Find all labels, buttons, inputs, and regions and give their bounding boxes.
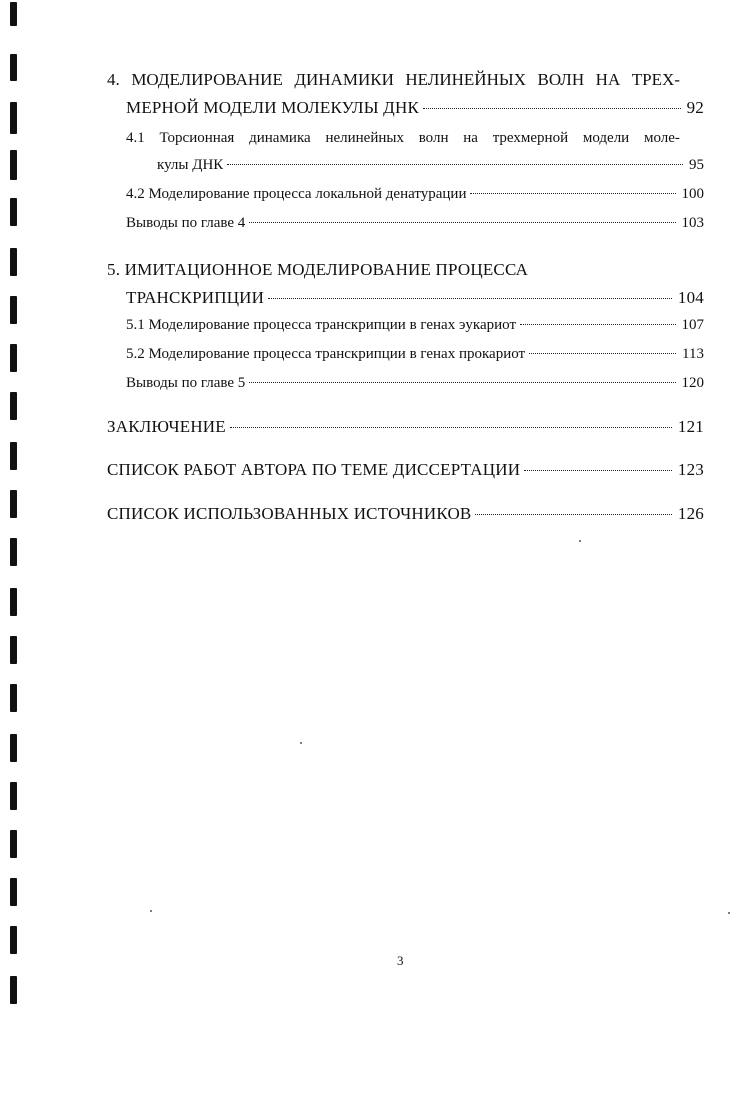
toc-entry-section-5-2: 5.2 Моделирование процесса транскрипции в генах прокариот 113 [126, 346, 704, 362]
dot-leader [524, 470, 672, 471]
page-number: 3 [397, 953, 404, 968]
dot-leader [423, 108, 681, 109]
toc-page-number: 123 [677, 460, 704, 479]
toc-entry-section-5-1: 5.1 Моделирование процесса транскрипции в генах эукариот 107 [126, 317, 704, 333]
toc-page-number: 100 [681, 186, 704, 202]
toc-entry-section-4-2: 4.2 Моделирование процесса локальной денатурации 100 [126, 186, 704, 202]
dot-leader [230, 427, 672, 428]
toc-page-number: 104 [677, 288, 704, 307]
toc-entry-conclusions-4: Выводы по главе 4 103 [126, 215, 704, 231]
dot-leader [268, 298, 672, 299]
toc-chapter-number: 4. [107, 70, 120, 89]
toc-page-number: 92 [686, 98, 704, 117]
dot-leader [520, 324, 675, 325]
toc-entry-author-works: СПИСОК РАБОТ АВТОРА ПО ТЕМЕ ДИССЕРТАЦИИ 123 [107, 460, 704, 479]
toc-chapter-5-title: 5. ИМИТАЦИОННОЕ МОДЕЛИРОВАНИЕ ПРОЦЕССА [107, 260, 529, 279]
scan-speck [300, 742, 302, 744]
scan-speck [579, 540, 581, 542]
toc-page-number: 107 [681, 317, 704, 333]
toc-page-number: 126 [677, 504, 704, 523]
toc-page-number: 113 [682, 346, 704, 362]
toc-entry-chapter-5: ТРАНСКРИПЦИИ 104 [126, 288, 704, 307]
toc-entry-references: СПИСОК ИСПОЛЬЗОВАННЫХ ИСТОЧНИКОВ 126 [107, 504, 704, 523]
toc-chapter-4-title: 4. МОДЕЛИРОВАНИЕ ДИНАМИКИ НЕЛИНЕЙНЫХ ВОЛН НА ТРЕХ- [107, 70, 680, 89]
toc-entry-section-4-1: кулы ДНК 95 [157, 157, 704, 173]
toc-page-number: 103 [681, 215, 704, 231]
dot-leader [249, 382, 675, 383]
dot-leader [249, 222, 675, 223]
toc-page-number: 95 [689, 157, 704, 173]
dot-leader [529, 353, 676, 354]
toc-section-4-1-title: 4.1 Торсионная динамика нелинейных волн на трехмерной модели моле- [126, 130, 680, 146]
toc-entry-conclusion: ЗАКЛЮЧЕНИЕ 121 [107, 417, 704, 436]
toc-page-number: 121 [677, 417, 704, 436]
toc-entry-conclusions-5: Выводы по главе 5 120 [126, 375, 704, 391]
toc-page-number: 120 [681, 375, 704, 391]
scan-speck [728, 912, 730, 914]
dot-leader [470, 193, 675, 194]
dot-leader [227, 164, 683, 165]
scan-speck [150, 910, 152, 912]
toc-entry-chapter-4: МЕРНОЙ МОДЕЛИ МОЛЕКУЛЫ ДНК 92 [126, 98, 704, 117]
dot-leader [475, 514, 671, 515]
